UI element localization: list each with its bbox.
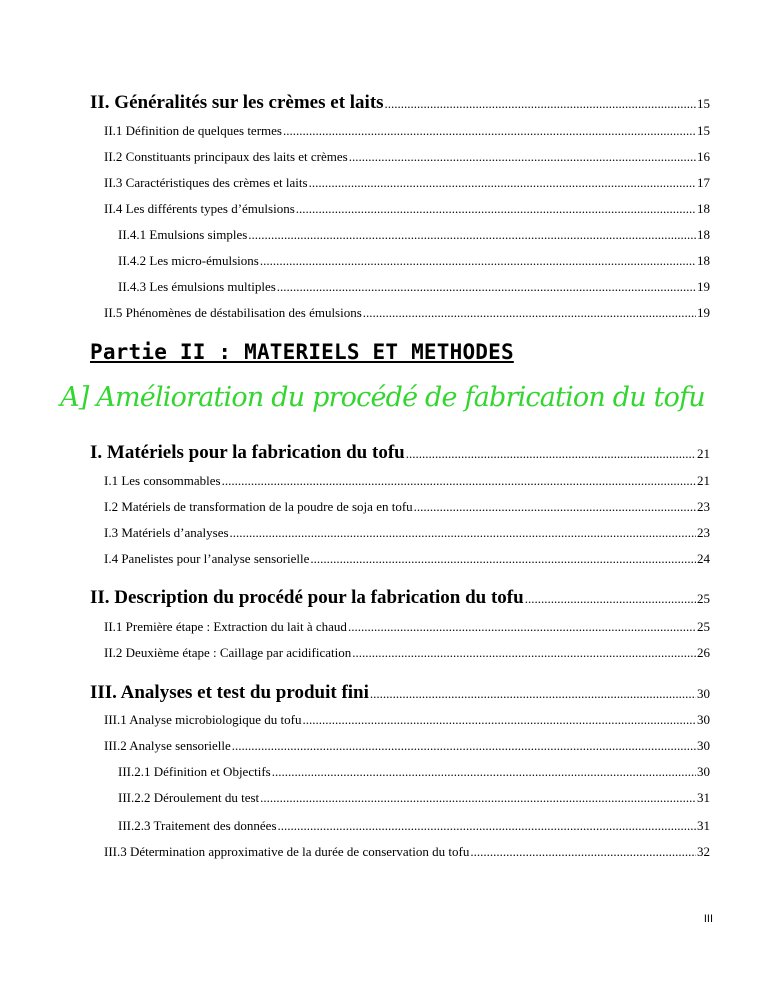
toc-entry-page: 30 bbox=[697, 764, 710, 779]
toc-leader-dots bbox=[296, 201, 696, 217]
toc-entry-page: 30 bbox=[697, 686, 710, 701]
toc-entry-page: 16 bbox=[697, 149, 710, 164]
toc-entry-page: 19 bbox=[697, 305, 710, 320]
toc-entry-level2[interactable] bbox=[104, 738, 710, 754]
toc-entry-level2[interactable] bbox=[104, 149, 710, 165]
toc-entry-level3[interactable] bbox=[118, 764, 710, 780]
toc-entry-level3[interactable] bbox=[118, 818, 710, 834]
toc-entry-label: II. Généralités sur les crèmes et laits bbox=[90, 92, 384, 113]
toc-entry-page: 23 bbox=[697, 499, 710, 514]
toc-entry-level2[interactable] bbox=[104, 305, 710, 321]
toc-entry-page: 31 bbox=[697, 818, 710, 833]
toc-entry-level3[interactable] bbox=[118, 253, 710, 269]
toc-entry-page: 32 bbox=[697, 844, 710, 859]
toc-leader-dots bbox=[363, 305, 696, 321]
toc-entry-level2[interactable] bbox=[104, 619, 710, 635]
toc-entry-page: 25 bbox=[697, 619, 710, 634]
toc-leader-dots bbox=[309, 175, 696, 191]
toc-entry-page: 19 bbox=[697, 279, 710, 294]
toc-entry-page: 15 bbox=[697, 96, 710, 111]
toc-entry-label: III.2.2 Déroulement du test bbox=[118, 790, 260, 805]
part-title: Partie II : MATERIELS ET METHODES bbox=[90, 340, 514, 364]
toc-entry-label: II.3 Caractéristiques des crèmes et laits bbox=[104, 175, 308, 190]
toc-entry-level3[interactable] bbox=[118, 227, 710, 243]
toc-entry-page: 30 bbox=[697, 712, 710, 727]
toc-entry-label: I.4 Panelistes pour l’analyse sensorielle bbox=[104, 551, 310, 566]
toc-entry-label: II.4.1 Emulsions simples bbox=[118, 227, 248, 242]
toc-leader-dots bbox=[260, 253, 696, 269]
toc-entry-label: III. Analyses et test du produit fini bbox=[90, 682, 369, 703]
toc-leader-dots bbox=[348, 619, 696, 635]
toc-entry-label: III.2 Analyse sensorielle bbox=[104, 738, 231, 753]
toc-leader-dots bbox=[277, 279, 696, 295]
toc-entry-level2[interactable] bbox=[104, 844, 710, 860]
toc-entry-label: III.1 Analyse microbiologique du tofu bbox=[104, 712, 302, 727]
toc-entry-label: II.2 Constituants principaux des laits et crèmes bbox=[104, 149, 348, 164]
toc-entry-level2[interactable] bbox=[104, 645, 710, 661]
toc-entry-level3[interactable] bbox=[118, 790, 710, 806]
toc-entry-level2[interactable] bbox=[104, 175, 710, 191]
toc-entry-page: 26 bbox=[697, 645, 710, 660]
toc-entry-label: II.5 Phénomènes de déstabilisation des émulsions bbox=[104, 305, 362, 320]
toc-entry-label: II.4.3 Les émulsions multiples bbox=[118, 279, 276, 294]
toc-entry-level1[interactable] bbox=[90, 442, 710, 464]
toc-leader-dots bbox=[232, 738, 696, 754]
toc-entry-label: II.2 Deuxième étape : Caillage par acidification bbox=[104, 645, 352, 660]
toc-leader-dots bbox=[349, 149, 696, 165]
section-title: A] Amélioration du procédé de fabrication du tofu bbox=[60, 382, 705, 413]
toc-entry-level2[interactable] bbox=[104, 201, 710, 217]
toc-leader-dots bbox=[272, 764, 696, 780]
toc-entry-page: 21 bbox=[697, 473, 710, 488]
toc-entry-level2[interactable] bbox=[104, 551, 710, 567]
toc-entry-label: II. Description du procédé pour la fabrication du tofu bbox=[90, 587, 524, 608]
toc-entry-page: 31 bbox=[697, 790, 710, 805]
toc-entry-label: I.1 Les consommables bbox=[104, 473, 221, 488]
toc-entry-page: 25 bbox=[697, 591, 710, 606]
toc-entry-label: II.1 Définition de quelques termes bbox=[104, 123, 282, 138]
toc-entry-label: I. Matériels pour la fabrication du tofu bbox=[90, 442, 405, 463]
toc-entry-page: 18 bbox=[697, 201, 710, 216]
toc-leader-dots bbox=[260, 790, 696, 806]
toc-entry-label: II.4 Les différents types d’émulsions bbox=[104, 201, 295, 216]
toc-entry-page: 18 bbox=[697, 253, 710, 268]
toc-leader-dots bbox=[352, 645, 696, 661]
toc-entry-page: 15 bbox=[697, 123, 710, 138]
toc-leader-dots bbox=[283, 123, 696, 139]
toc-leader-dots bbox=[303, 712, 697, 728]
toc-entry-level1[interactable] bbox=[90, 682, 710, 704]
toc-entry-level1[interactable] bbox=[90, 587, 710, 609]
toc-entry-label: III.3 Détermination approximative de la durée de conservation du tofu bbox=[104, 844, 470, 859]
toc-leader-dots bbox=[385, 96, 696, 112]
toc-entry-page: 30 bbox=[697, 738, 710, 753]
toc-leader-dots bbox=[278, 818, 696, 834]
toc-leader-dots bbox=[222, 473, 696, 489]
toc-entry-level2[interactable] bbox=[104, 525, 710, 541]
toc-leader-dots bbox=[248, 227, 696, 243]
toc-leader-dots bbox=[310, 551, 696, 567]
toc-leader-dots bbox=[230, 525, 696, 541]
toc-entry-page: 18 bbox=[697, 227, 710, 242]
toc-entry-page: 21 bbox=[697, 446, 710, 461]
toc-entry-label: I.3 Matériels d’analyses bbox=[104, 525, 229, 540]
toc-leader-dots bbox=[525, 591, 696, 607]
toc-entry-level3[interactable] bbox=[118, 279, 710, 295]
toc-entry-label: II.4.2 Les micro-émulsions bbox=[118, 253, 259, 268]
toc-entry-label: I.2 Matériels de transformation de la poudre de soja en tofu bbox=[104, 499, 413, 514]
toc-entry-level2[interactable] bbox=[104, 712, 710, 728]
toc-entry-level1[interactable] bbox=[90, 92, 710, 114]
toc-entry-level2[interactable] bbox=[104, 473, 710, 489]
toc-entry-label: III.2.3 Traitement des données bbox=[118, 818, 277, 833]
toc-leader-dots bbox=[470, 844, 696, 860]
toc-entry-page: 17 bbox=[697, 175, 710, 190]
toc-entry-label: II.1 Première étape : Extraction du lait à chaud bbox=[104, 619, 347, 634]
toc-entry-page: 24 bbox=[697, 551, 710, 566]
toc-entry-level2[interactable] bbox=[104, 499, 710, 515]
toc-entry-label: III.2.1 Définition et Objectifs bbox=[118, 764, 271, 779]
toc-leader-dots bbox=[406, 446, 696, 462]
toc-leader-dots bbox=[370, 686, 696, 702]
toc-entry-page: 23 bbox=[697, 525, 710, 540]
toc-leader-dots bbox=[414, 499, 696, 515]
toc-entry-level2[interactable] bbox=[104, 123, 710, 139]
page-number: III bbox=[703, 913, 713, 925]
